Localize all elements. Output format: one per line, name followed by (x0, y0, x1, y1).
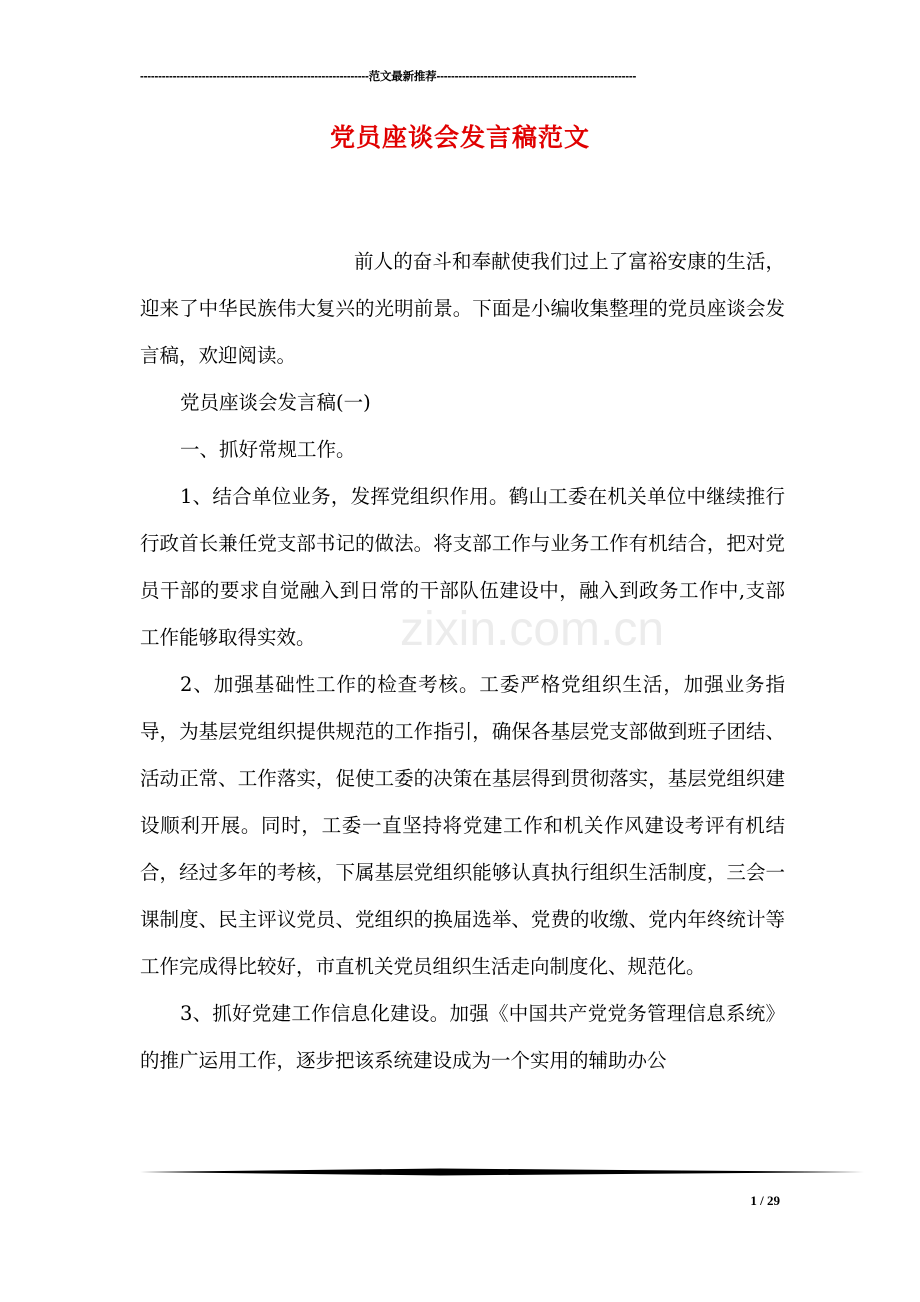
page-number: 1 / 29 (750, 1193, 780, 1208)
subsection-heading: 一、抓好常规工作。 (180, 438, 356, 461)
document-title: 党员座谈会发言稿范文 (329, 123, 590, 152)
footer-rule (140, 1167, 864, 1177)
header-banner: ---------------------------------------------------------------范文最新推荐------------------------------------------------------- (140, 71, 637, 83)
document-body (140, 238, 785, 1084)
intro-paragraph: 前人的奋斗和奉献使我们过上了富裕安康的生活，迎来了中华民族伟大复兴的光明前景。下面是小编收集整理的党员座谈会发言稿，欢迎阅读。 (140, 250, 785, 367)
body-paragraph: 3、抓好党建工作信息化建设。加强《中国共产党党务管理信息系统》的推广运用工作，逐步把该系统建设成为一个实用的辅助办公 (140, 1002, 785, 1072)
body-paragraph: 1、结合单位业务，发挥党组织作用。鹤山工委在机关单位中继续推行行政首长兼任党支部书记的做法。将支部工作与业务工作有机结合，把对党员干部的要求自觉融入到日常的干部队伍建设中，融入到政务工作中,支部工作能够取得实效。 (140, 485, 785, 649)
watermark: zixin.com.cn (400, 603, 665, 656)
body-paragraph: 2、加强基础性工作的检查考核。工委严格党组织生活，加强业务指导，为基层党组织提供规范的工作指引，确保各基层党支部做到班子团结、活动正常、工作落实，促使工委的决策在基层得到贯彻落实，基层党组织建设顺利开展。同时，工委一直坚持将党建工作和机关作风建设考评有机结合，经过多年的考核，下属基层党组织能够认真执行组织生活制度，三会一课制度、民主评议党员、党组织的换届选举、党费的收缴、党内年终统计等工作完成得比较好，市直机关党员组织生活走向制度化、规范化。 (140, 673, 785, 978)
section-heading: 党员座谈会发言稿(一) (180, 391, 371, 414)
